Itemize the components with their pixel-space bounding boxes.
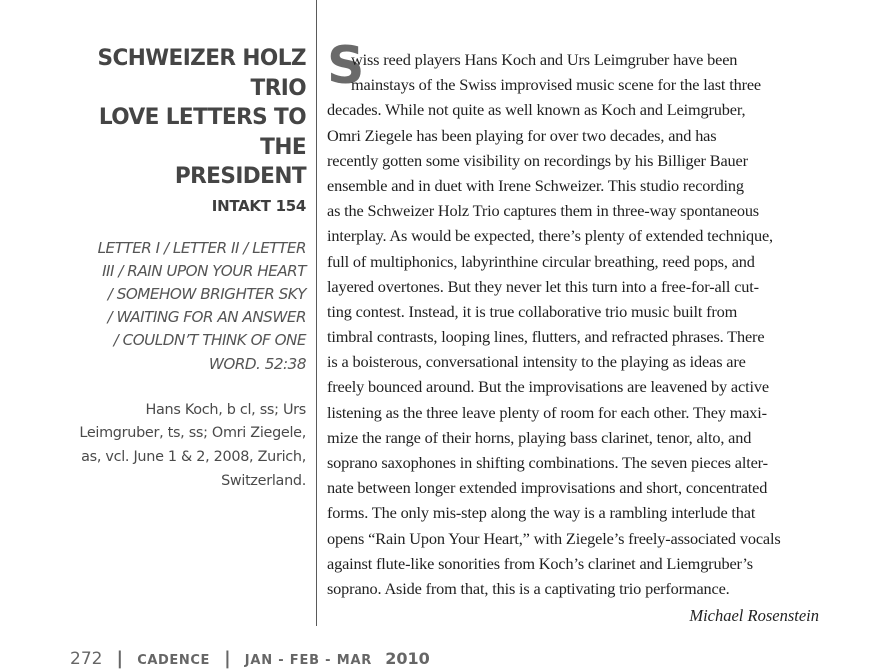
track-list-line: WORD. 52:38 bbox=[208, 354, 306, 373]
review-line: timbral contrasts, looping lines, flutters, and refracted phrases. There bbox=[327, 327, 765, 347]
review-line: soprano. Aside from that, this is a captivating trio performance. bbox=[327, 578, 730, 598]
review-line: soprano saxophones in shifting combinations. The seven pieces alter- bbox=[327, 453, 768, 472]
album-title-line: PRESIDENT bbox=[174, 163, 306, 189]
page-number: 272 bbox=[70, 649, 103, 669]
review-line: freely bounced around. But the improvisations are leavened by active bbox=[327, 377, 769, 397]
review-line: opens “Rain Upon Your Heart,” with Ziegele’s freely-associated vocals bbox=[327, 528, 781, 548]
review-line: as the Schweizer Holz Trio captures them in three-way spontaneous bbox=[327, 201, 759, 221]
album-info bbox=[40, 44, 306, 493]
issue-date: JAN - FEB - MAR bbox=[244, 653, 373, 668]
review-author: Michael Rosenstein bbox=[689, 606, 819, 625]
personnel-line: Switzerland. bbox=[221, 472, 306, 489]
review-line: wiss reed players Hans Koch and Urs Leimgruber have been bbox=[351, 50, 738, 69]
review-line: layered overtones. But they never let this turn into a free-for-all cut- bbox=[327, 276, 759, 296]
review-line: interplay. As would be expected, there’s plenty of extended technique, bbox=[327, 226, 773, 246]
review-line: mainstays of the Swiss improvised music scene for the last three bbox=[351, 75, 762, 95]
track-list-line: / SOMEHOW BRIGHTER SKY bbox=[107, 284, 306, 303]
track-list bbox=[40, 237, 306, 376]
review-line: nate between longer extended improvisations and short, concentrated bbox=[327, 478, 768, 498]
review-line: mize the range of their horns, playing bass clarinet, tenor, alto, and bbox=[327, 427, 752, 447]
personnel-line: Leimgruber, ts, ss; Omri Ziegele, bbox=[79, 425, 306, 442]
personnel bbox=[40, 399, 306, 493]
page-footer bbox=[70, 648, 430, 669]
review-line: ensemble and in duet with Irene Schweizer. This studio recording bbox=[327, 175, 744, 195]
review-line: recently gotten some visibility on recordings by his Billiger Bauer bbox=[327, 150, 748, 170]
review-line: is a boisterous, conversational intensity to the playing as ideas are bbox=[327, 352, 746, 372]
review-line: Omri Ziegele has been playing for over two decades, and has bbox=[327, 125, 717, 145]
album-title bbox=[51, 44, 306, 192]
review-line: listening as the three leave plenty of room for each other. They maxi- bbox=[327, 402, 767, 422]
track-list-line: III / RAIN UPON YOUR HEART bbox=[102, 261, 306, 280]
personnel-line: Hans Koch, b cl, ss; Urs bbox=[145, 401, 306, 418]
track-list-line: / COULDN’T THINK OF ONE bbox=[113, 331, 306, 350]
footer-separator: | bbox=[224, 648, 231, 669]
track-list-line: / WAITING FOR AN ANSWER bbox=[107, 308, 306, 327]
album-title-line: SCHWEIZER HOLZ TRIO bbox=[97, 45, 306, 101]
review-line: decades. While not quite as well known as Koch and Leimgruber, bbox=[327, 100, 746, 120]
track-list-line: LETTER I / LETTER II / LETTER bbox=[97, 238, 306, 257]
column-divider bbox=[316, 0, 317, 626]
issue-year: 2010 bbox=[385, 649, 430, 668]
review-line: ting contest. Instead, it is true collaborative trio music built from bbox=[327, 301, 738, 321]
album-title-line: LOVE LETTERS TO THE bbox=[98, 104, 306, 160]
magazine-name: CADENCE bbox=[137, 653, 210, 668]
footer-separator: | bbox=[116, 648, 124, 669]
review-body bbox=[327, 47, 819, 601]
drop-cap: S bbox=[327, 36, 365, 96]
review-line: full of multiphonics, labyrinthine circular breathing, reed pops, and bbox=[327, 251, 755, 271]
personnel-line: as, vcl. June 1 & 2, 2008, Zurich, bbox=[81, 448, 306, 465]
review-line: against flute-like sonorities from Koch’s clarinet and Liemgruber’s bbox=[327, 553, 753, 573]
catalog-number: INTAKT 154 bbox=[211, 196, 306, 215]
review-line: forms. The only mis-step along the way is a rambling interlude that bbox=[327, 503, 756, 523]
